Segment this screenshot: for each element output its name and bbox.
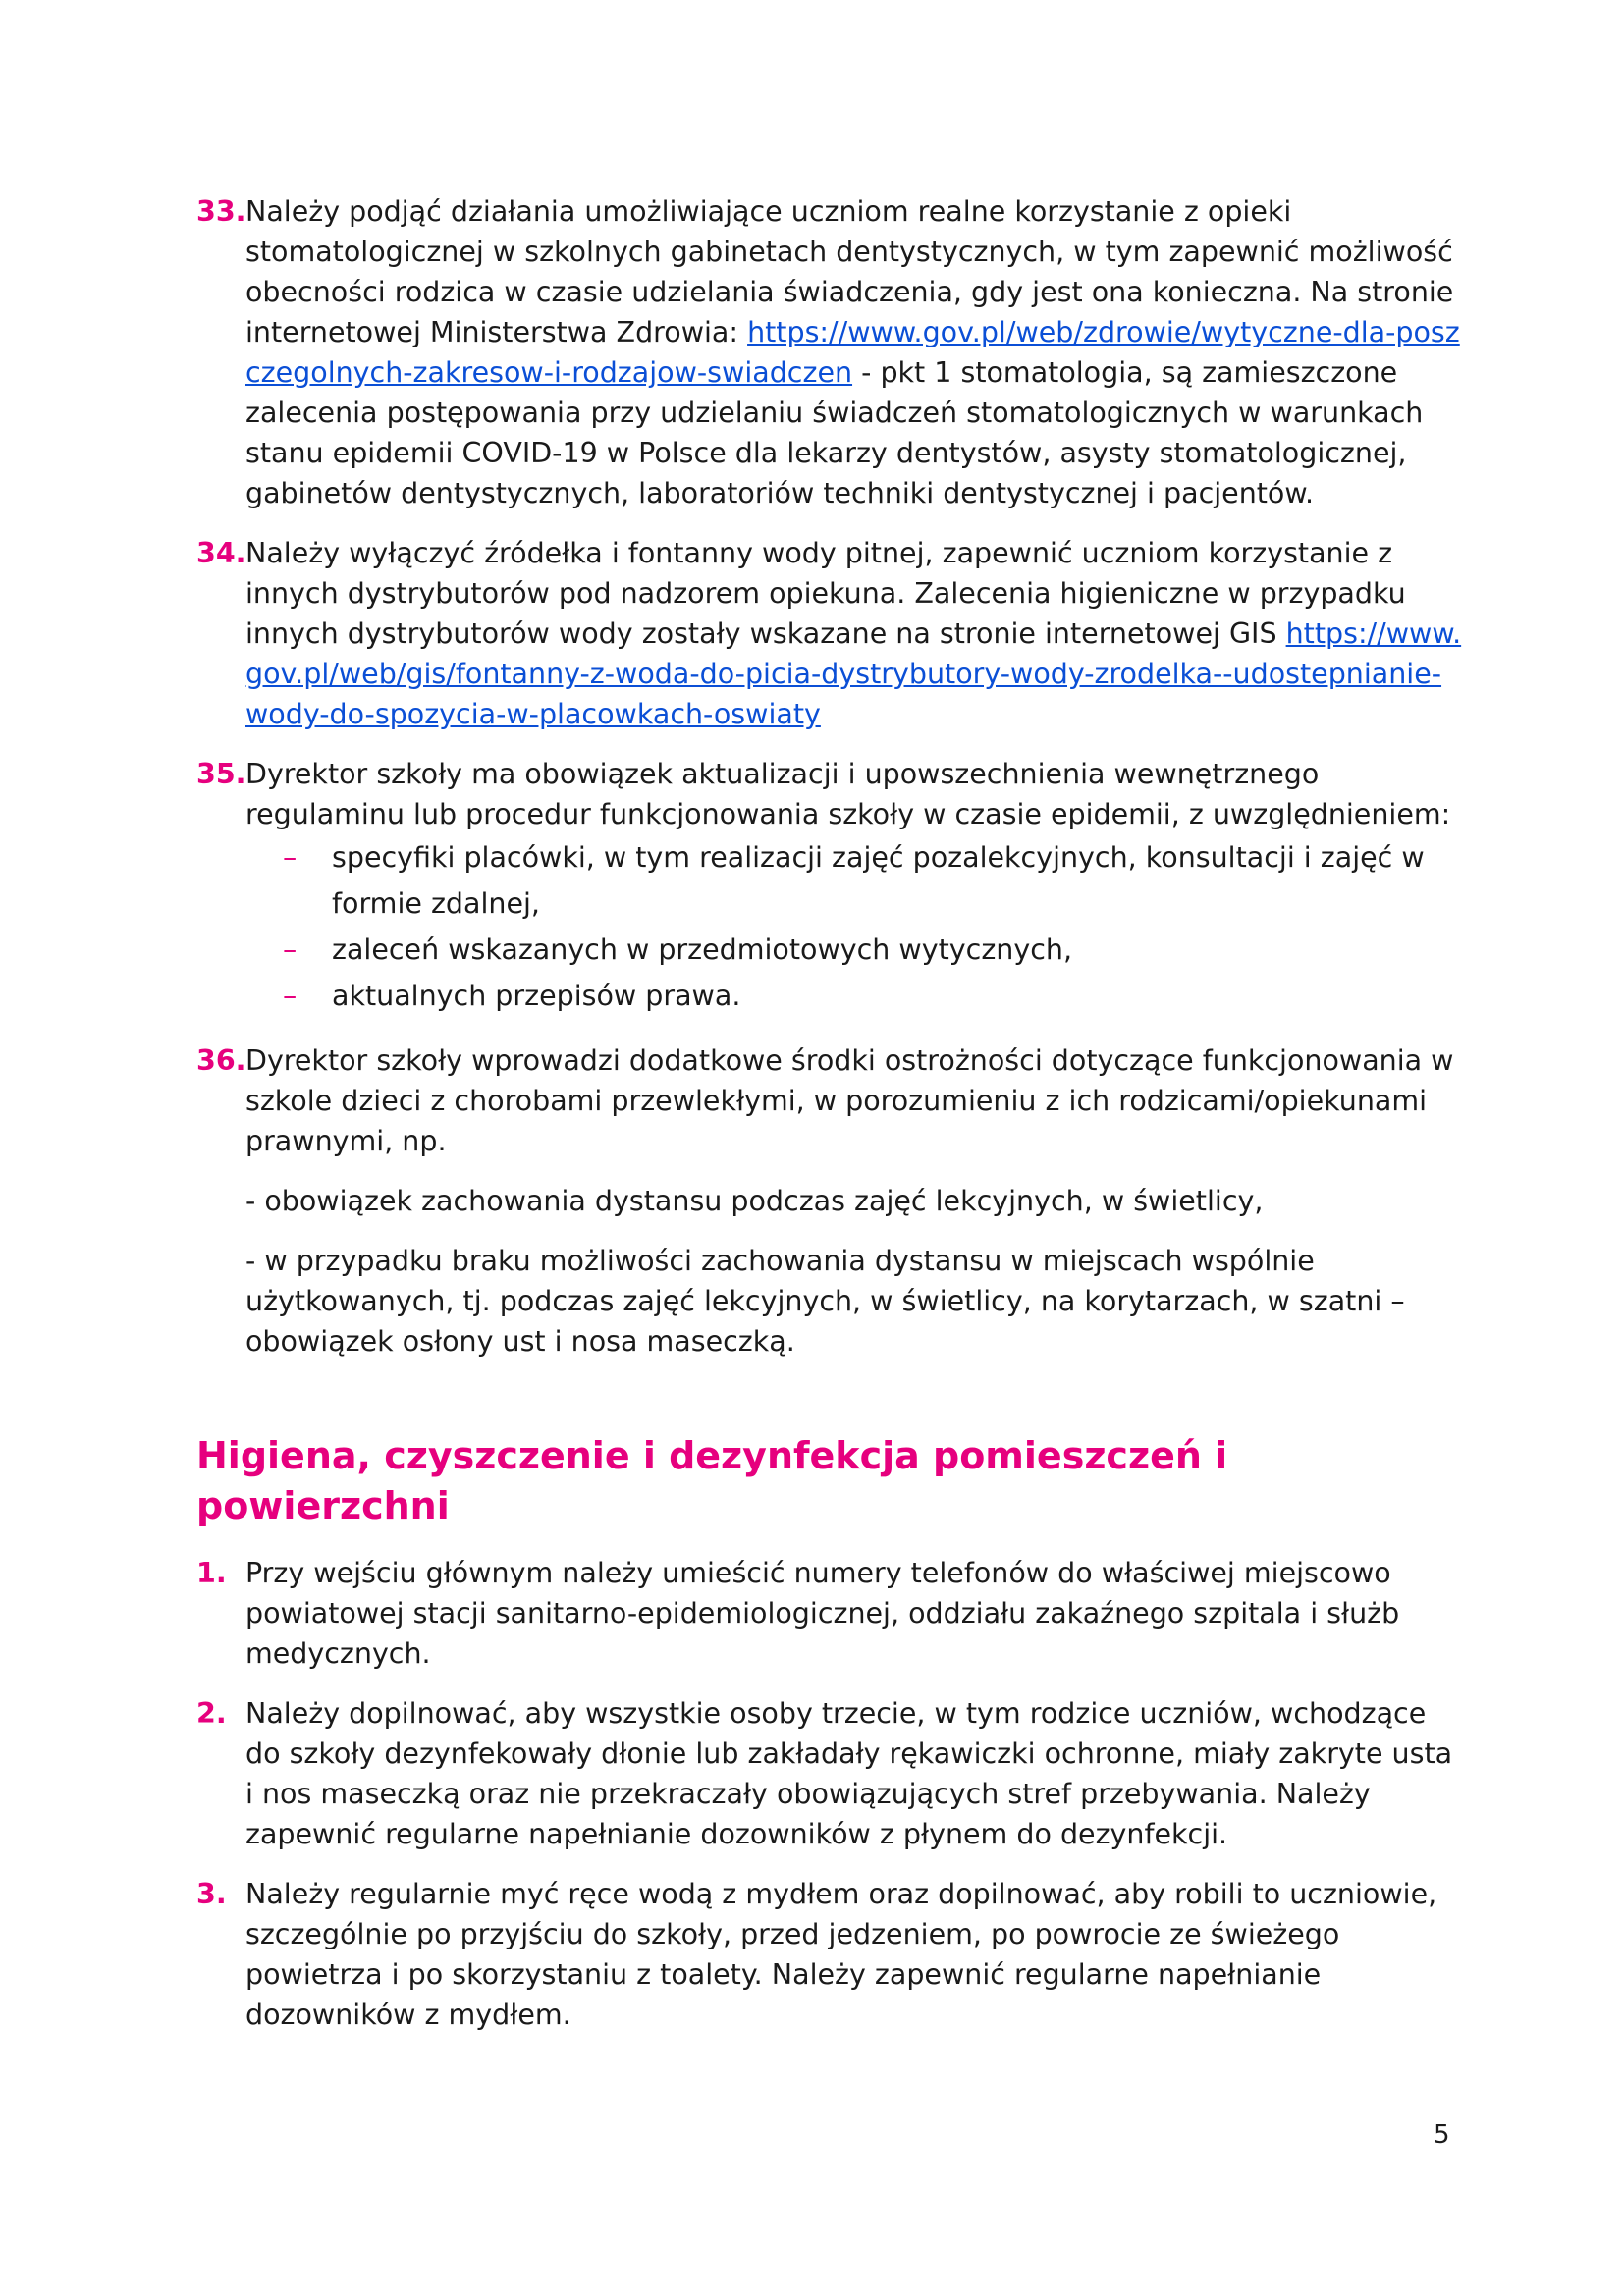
item-text: Należy regularnie myć ręce wodą z mydłem oraz dopilnować, aby robili to uczniowie, szczególnie po przyjściu do szkoły, przed jedzeniem, po powrocie ze świeżego powietrza i po skorzystaniu z toalety. Należy zapewnić regularne napełnianie dozowników z mydłem. (245, 1878, 1437, 2031)
list-item-36 (196, 1041, 1463, 1362)
item-number: 1. (196, 1557, 227, 1589)
gis-link[interactable]: https://www.gov.pl/web/gis/fontanny-z-woda-do-picia-dystrybutory-wody-zrodelka--udostepnianie-wody-do-spozycia-w-placowkach-oswiaty (245, 617, 1462, 730)
item-text: Dyrektor szkoły wprowadzi dodatkowe środki ostrożności dotyczące funkcjonowania w szkole dzieci z chorobami przewlekłymi, w porozumieniu z ich rodzicami/opiekunami prawnymi, np. (245, 1044, 1454, 1157)
dash-list-item (245, 834, 1463, 927)
item-number: 2. (196, 1697, 227, 1730)
dash-list-item (245, 927, 1463, 973)
item-number: 36. (196, 1044, 246, 1077)
hygiene-list (196, 1553, 1463, 2035)
item-sub-paragraph: - w przypadku braku możliwości zachowania dystansu w miejscach wspólnie użytkowanych, tj. podczas zajęć lekcyjnych, w świetlicy, na korytarzach, w szatni – obowiązek osłony ust i nosa maseczką. (245, 1245, 1405, 1358)
dash-list (245, 834, 1463, 1019)
item-text-before: Należy wyłączyć źródełka i fontanny wody pitnej, zapewnić uczniom korzystanie z innych dystrybutorów pod nadzorem opiekuna. Zalecenia higieniczne w przypadku innych dystrybutorów wody zostały wskazane na stronie internetowej GIS (245, 537, 1406, 650)
item-number: 33. (196, 195, 246, 228)
item-text-before: Należy podjąć działania umożliwiające uczniom realne korzystanie z opieki stomatologicznej w szkolnych gabinetach dentystycznych, w tym zapewnić możliwość obecności rodzica w czasie udzielania świadczenia, gdy jest ona konieczna. Na stronie internetowej Ministerstwa Zdrowia: (245, 195, 1454, 348)
item-text: Należy dopilnować, aby wszystkie osoby trzecie, w tym rodzice uczniów, wchodzące do szkoły dezynfekowały dłonie lub zakładały rękawiczki ochronne, miały zakryte usta i nos maseczką oraz nie przekraczały obowiązujących stref przebywania. Należy zapewnić regularne napełnianie dozowników z płynem do dezynfekcji. (245, 1697, 1453, 1850)
list-item-1 (196, 1553, 1463, 1674)
item-number: 34. (196, 537, 246, 569)
list-item-34 (196, 533, 1463, 734)
item-text (245, 533, 1463, 734)
item-sub-paragraph: - obowiązek zachowania dystansu podczas zajęć lekcyjnych, w świetlicy, (245, 1185, 1264, 1217)
dash-bullet: – (283, 841, 298, 874)
list-item-35 (196, 754, 1463, 1019)
item-text: Przy wejściu głównym należy umieścić numery telefonów do właściwej miejscowo powiatowej stacji sanitarno-epidemiologicznej, oddziału zakaźnego szpitala i służb medycznych. (245, 1557, 1400, 1670)
guidelines-list-top (196, 191, 1463, 1362)
dash-item-text: aktualnych przepisów prawa. (332, 980, 741, 1012)
item-number: 35. (196, 758, 246, 790)
item-number: 3. (196, 1878, 227, 1910)
item-text-after: - pkt 1 stomatologia, są zamieszczone zalecenia postępowania przy udzielaniu świadczeń stomatologicznych w warunkach stanu epidemii COVID-19 w Polsce dla lekarzy dentystów, asysty stomatologicznej, gabinetów dentystycznych, laboratoriów techniki dentystycznej i pacjentów. (245, 356, 1424, 509)
ministry-health-link[interactable]: https://www.gov.pl/web/zdrowie/wytyczne-dla-poszczegolnych-zakresow-i-rodzajow-swiadczen (245, 316, 1460, 389)
item-text: Dyrektor szkoły ma obowiązek aktualizacji i upowszechnienia wewnętrznego regulaminu lub procedur funkcjonowania szkoły w czasie epidemii, z uwzględnieniem: (245, 758, 1451, 830)
dash-bullet: – (283, 980, 298, 1012)
section-heading: Higiena, czyszczenie i dezynfekcja pomieszczeń i powierzchni (196, 1434, 1228, 1527)
page-number: 5 (1434, 2120, 1450, 2150)
item-text (245, 191, 1463, 513)
list-item-2 (196, 1693, 1463, 1854)
dash-item-text: zaleceń wskazanych w przedmiotowych wytycznych, (332, 934, 1072, 966)
dash-list-item (245, 973, 1463, 1019)
dash-item-text: specyfiki placówki, w tym realizacji zajęć pozalekcyjnych, konsultacji i zajęć w formie zdalnej, (332, 841, 1425, 920)
dash-bullet: – (283, 934, 298, 966)
list-item-33 (196, 191, 1463, 513)
list-item-3 (196, 1874, 1463, 2035)
